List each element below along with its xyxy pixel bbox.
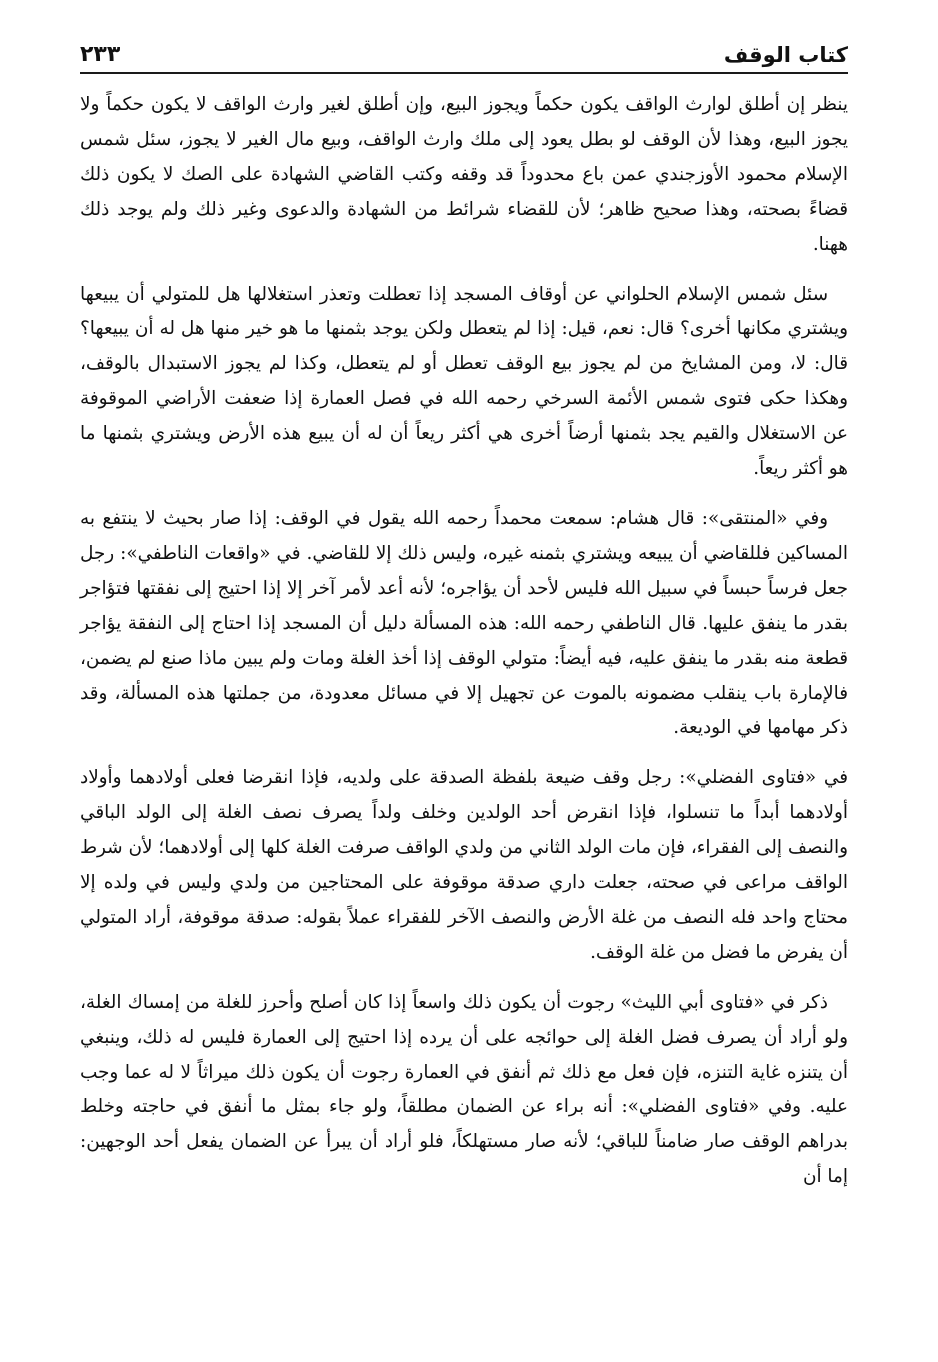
paragraph: سئل شمس الإسلام الحلواني عن أوقاف المسجد إذا تعطلت وتعذر استغلالها هل للمتولي أن يبيعها ويشتري مكانها أخرى؟ قال: نعم، قيل: إذا لم يتعطل ولكن يوجد بثمنها ما هو خير منها هل له أن يبيعها؟ قال: لا، ومن المشايخ من لم يجوز بيع الوقف تعطل أو لم يتعطل، وكذا لم يجوز الاستبدال بالوقف، وهكذا حكى فتوى شمس الأئمة السرخي رحمه الله في فصل العمارة إذا ضعفت الأراضي الموقوفة عن الاستغلال والقيم يجد بثمنها أرضاً أخرى هي أكثر ريعاً أن له أن يبيع هذه الأرض ويشتري بثمنها ما هو أكثر ريعاً. xyxy=(80,283,848,480)
page-number: ٢٣٣ xyxy=(80,42,121,67)
paragraph: وفي «المنتقى»: قال هشام: سمعت محمداً رحمه الله يقول في الوقف: إذا صار بحيث لا ينتفع به المساكين فللقاضي أن يبيعه ويشتري بثمنه غيره، وليس ذلك إلا للقاضي. في «واقعات الناطفي»: رجل جعل فرساً حبساً في سبيل الله فليس لأحد أن يؤاجره؛ لأنه أعد لأمر آخر إلا إذا احتيج إلى نفقتها فتؤاجر بقدر ما ينفق عليها. قال الناطفي رحمه الله: هذه المسألة دليل أن المسجد إذا احتاج إلى النفقة يؤاجر قطعة منه بقدر ما ينفق عليه، فيه أيضاً: متولي الوقف إذا أخذ الغلة ومات ولم يبين ماذا صنع لم يضمن، فالإمارة باب ينقلب مضمونه بالموت عن تجهيل إلا في مسائل معدودة، من جملتها هذه المسألة، وقد ذكر مهامها في الوديعة. xyxy=(80,507,848,739)
running-head xyxy=(80,26,848,74)
paragraph: ينظر إن أطلق لوارث الواقف يكون حكماً ويجوز البيع، وإن أطلق لغير وارث الواقف لا يكون حكماً ولا يجوز البيع، وهذا لأن الوقف لو بطل يعود إلى ملك وارث الواقف، وبيع مال الغير لا يجوز، سئل شمس الإسلام محمود الأوزجندي عمن باع محدوداً قد وقفه وكتب القاضي الشهادة على الصك لا يكون ذلك قضاءً بصحته، وهذا صحيح ظاهر؛ لأن للقضاء شرائط من الشهادة والدعوى وغير ذلك ولم يوجد ذلك ههنا. xyxy=(80,94,848,255)
paragraph: في «فتاوى الفضلي»: رجل وقف ضيعة بلفظة الصدقة على ولديه، فإذا انقرضا فعلى أولادهما وأولاد أولادهما أبداً ما تنسلوا، فإذا انقرض أحد الولدين وخلف ولداً يصرف نصف الغلة إلى الولد الباقي والنصف إلى الفقراء، فإن مات الولد الثاني من ولدي الواقف صرفت الغلة كلها إلى أولادهما؛ لأن شرط الواقف مراعى في صحته، جعلت داري صدقة موقوفة على المحتاجين من ولدي وليس في ولده إلا محتاج واحد فله النصف من غلة الأرض والنصف الآخر للفقراء عملاً بقوله: صدقة موقوفة، أراد المتولي أن يفرض ما فضل من غلة الوقف. xyxy=(80,767,848,963)
paragraph: ذكر في «فتاوى أبي الليث» رجوت أن يكون ذلك واسعاً إذا كان أصلح وأحرز للغلة من إمساك الغلة، ولو أراد أن يصرف فضل الغلة إلى حوائجه على أن يرده إذا احتيج إلى العمارة فليس له ذلك، وينبغي أن يتنزه غاية التنزه، فإن فعل مع ذلك ثم أنفق في العمارة رجوت أن يكون ذلك ميراثاً لا له عما وجب عليه. وفي «فتاوى الفضلي»: أنه براء عن الضمان مطلقاً، ولو جاء بمثل ما أنفق في حاجته وخلط بدراهم الوقف صار ضامناً للباقي؛ لأنه صار مستهلكاً، فلو أراد أن يبرأ عن الضمان يفعل أحد الوجهين: إما أن xyxy=(80,991,848,1188)
book-title: كتاب الوقف xyxy=(723,43,848,67)
body-text xyxy=(80,88,848,1210)
